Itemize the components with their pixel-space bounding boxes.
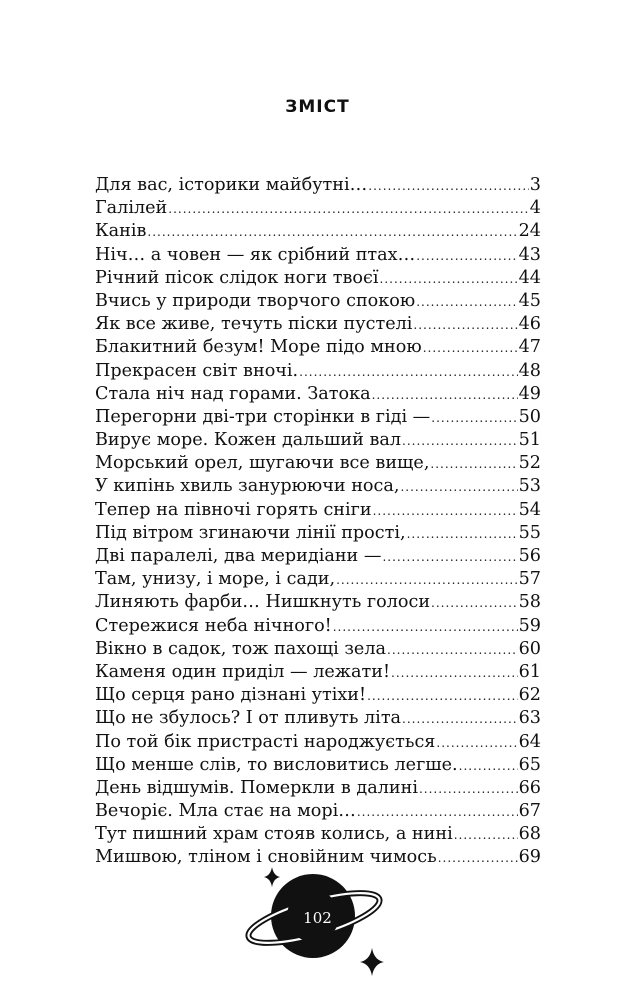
planet-decoration	[0, 860, 635, 1000]
toc-entry	[95, 661, 541, 684]
toc-entry	[95, 707, 541, 730]
toc-entry-title: Тут пишний храм стояв колись, а нині	[95, 824, 453, 845]
dot-leader	[436, 732, 517, 755]
toc-entry-title: Що менше слів, то висловитись легше.	[95, 754, 458, 775]
toc-entry	[95, 383, 541, 406]
dot-leader	[416, 245, 517, 268]
toc-entry-title: У кипінь хвиль занурюючи носа,	[95, 476, 400, 497]
toc-entry-page: 57	[518, 569, 541, 590]
toc-entry-title: Вечоріє. Мла стає на морі…	[95, 801, 356, 822]
dot-leader	[407, 523, 518, 546]
toc-entry-page: 44	[518, 267, 541, 288]
toc-entry-title: Річний пісок слідок ноги твоєї	[95, 267, 379, 288]
toc-entry-title: Каменя один приділ — лежати!	[95, 661, 391, 682]
toc-entry-page: 49	[518, 383, 541, 404]
toc-entry	[95, 754, 541, 777]
toc-entry-title: Канів	[95, 221, 147, 242]
toc-entry-title: Ніч… а човен — як срібний птах…	[95, 244, 416, 265]
toc-entry	[95, 475, 541, 498]
dot-leader	[430, 453, 517, 476]
dot-leader	[391, 662, 518, 685]
toc-entry	[95, 406, 541, 429]
toc-entry	[95, 823, 541, 846]
toc-entry-page: 61	[518, 661, 541, 682]
toc-entry	[95, 615, 541, 638]
toc-entry-title: Дві паралелі, два меридіани —	[95, 546, 382, 566]
toc-entry-page: 52	[518, 453, 541, 474]
toc-entry-page: 47	[518, 337, 541, 358]
page-title: ЗМІСТ	[285, 97, 350, 117]
toc-entry-title: Стала ніч над горами. Затока	[95, 383, 371, 404]
toc-entry-title: Перегорни дві-три сторінки в гіді —	[95, 406, 431, 427]
toc-entry-title: Стережися неба нічного!	[95, 615, 332, 636]
dot-leader	[419, 778, 518, 801]
toc-entry-page: 48	[518, 360, 541, 381]
toc-entry	[95, 731, 541, 754]
toc-entry-page: 58	[518, 592, 541, 613]
toc-entry-page: 59	[518, 615, 541, 636]
dot-leader	[387, 639, 518, 662]
toc-entry-page: 24	[518, 221, 541, 242]
toc-entry	[95, 591, 541, 614]
toc-entry-title: Морський орел, шугаючи все вище,	[95, 453, 430, 474]
dot-leader	[336, 569, 518, 592]
toc-entry	[95, 522, 541, 545]
toc-entry-title: Що серця рано дізнані утіхи!	[95, 685, 367, 706]
toc-entry	[95, 174, 541, 197]
dot-leader	[367, 685, 518, 708]
toc-entry	[95, 800, 541, 823]
toc-entry-title: Там, унизу, і море, і сади,	[95, 569, 336, 590]
toc-entry-title: Для вас, історики майбутні…	[95, 175, 368, 195]
toc-entry-page: 45	[518, 290, 541, 311]
dot-leader	[416, 291, 517, 314]
toc-entry-page: 51	[518, 430, 541, 451]
toc-entry-page: 65	[518, 754, 541, 775]
dot-leader	[431, 407, 517, 430]
toc-entry	[95, 360, 541, 383]
dot-leader	[380, 268, 518, 291]
toc-entry-page: 43	[518, 244, 541, 265]
toc-entry-page: 3	[529, 175, 541, 195]
dot-leader	[413, 314, 517, 337]
toc-entry	[95, 638, 541, 661]
toc-entry-page: 54	[518, 499, 541, 520]
toc-entry-page: 55	[518, 522, 541, 543]
dot-leader	[402, 430, 518, 453]
star-icon	[264, 867, 280, 887]
dot-leader	[147, 221, 517, 244]
page-number: 102	[303, 909, 332, 927]
toc-entry-title: Вчись у природи творчого спокою	[95, 290, 416, 311]
toc-entry	[95, 197, 541, 220]
toc-entry	[95, 499, 541, 522]
toc-entry-page: 46	[518, 314, 541, 335]
toc-entry-page: 62	[518, 685, 541, 706]
toc-entry-title: Тепер на півночі горять сніги	[95, 499, 372, 520]
dot-leader	[357, 801, 518, 824]
toc-entry-page: 68	[518, 824, 541, 845]
table-of-contents	[95, 174, 541, 870]
dot-leader	[423, 337, 518, 360]
dot-leader	[299, 361, 517, 384]
toc-entry-title: Мишвою, тліном і сновійним чимось	[95, 847, 437, 868]
toc-entry	[95, 313, 541, 336]
toc-entry	[95, 244, 541, 267]
toc-entry-page: 53	[518, 476, 541, 497]
toc-entry-title: Блакитний безум! Море підо мною	[95, 337, 422, 358]
toc-entry-title: Як все живе, течуть піски пустелі	[95, 314, 413, 335]
dot-leader	[459, 755, 518, 778]
toc-entry-page: 64	[518, 731, 541, 752]
toc-entry	[95, 777, 541, 800]
toc-entry-page: 66	[518, 777, 541, 798]
toc-entry	[95, 452, 541, 475]
toc-entry	[95, 290, 541, 313]
toc-entry-title: По той бік пристрасті народжується	[95, 731, 436, 752]
dot-leader	[333, 616, 518, 639]
toc-entry-title: Вікно в садок, тож пахощі зела	[95, 638, 386, 659]
toc-entry-title: Вирує море. Кожен дальший вал	[95, 430, 402, 451]
toc-entry	[95, 545, 541, 568]
dot-leader	[382, 546, 517, 569]
dot-leader	[454, 824, 518, 847]
toc-entry-title: День відшумів. Померкли в далині	[95, 777, 418, 798]
dot-leader	[431, 592, 518, 615]
toc-entry-page: 50	[518, 406, 541, 427]
toc-entry-page: 60	[518, 638, 541, 659]
dot-leader	[372, 384, 518, 407]
dot-leader	[168, 198, 529, 221]
toc-entry-title: Галілей	[95, 198, 168, 219]
toc-entry	[95, 568, 541, 591]
dot-leader	[368, 175, 529, 198]
toc-entry-page: 63	[518, 708, 541, 729]
toc-entry-title: Прекрасен світ вночі.	[95, 360, 299, 381]
toc-entry	[95, 684, 541, 707]
toc-entry-page: 69	[518, 847, 541, 868]
toc-entry-title: Що не збулось? І от пливуть літа	[95, 708, 402, 729]
toc-entry	[95, 220, 541, 243]
dot-leader	[400, 476, 517, 499]
toc-entry-page: 4	[529, 198, 541, 219]
toc-entry	[95, 267, 541, 290]
toc-entry-page: 67	[518, 801, 541, 822]
dot-leader	[373, 500, 518, 523]
toc-entry-page: 56	[518, 546, 541, 566]
toc-entry	[95, 429, 541, 452]
toc-entry-title: Линяють фарби… Нишкнуть голоси	[95, 592, 431, 613]
toc-entry	[95, 336, 541, 359]
toc-entry-title: Під вітром згинаючи лінії прості,	[95, 522, 406, 543]
dot-leader	[402, 708, 518, 731]
star-icon	[360, 948, 384, 976]
